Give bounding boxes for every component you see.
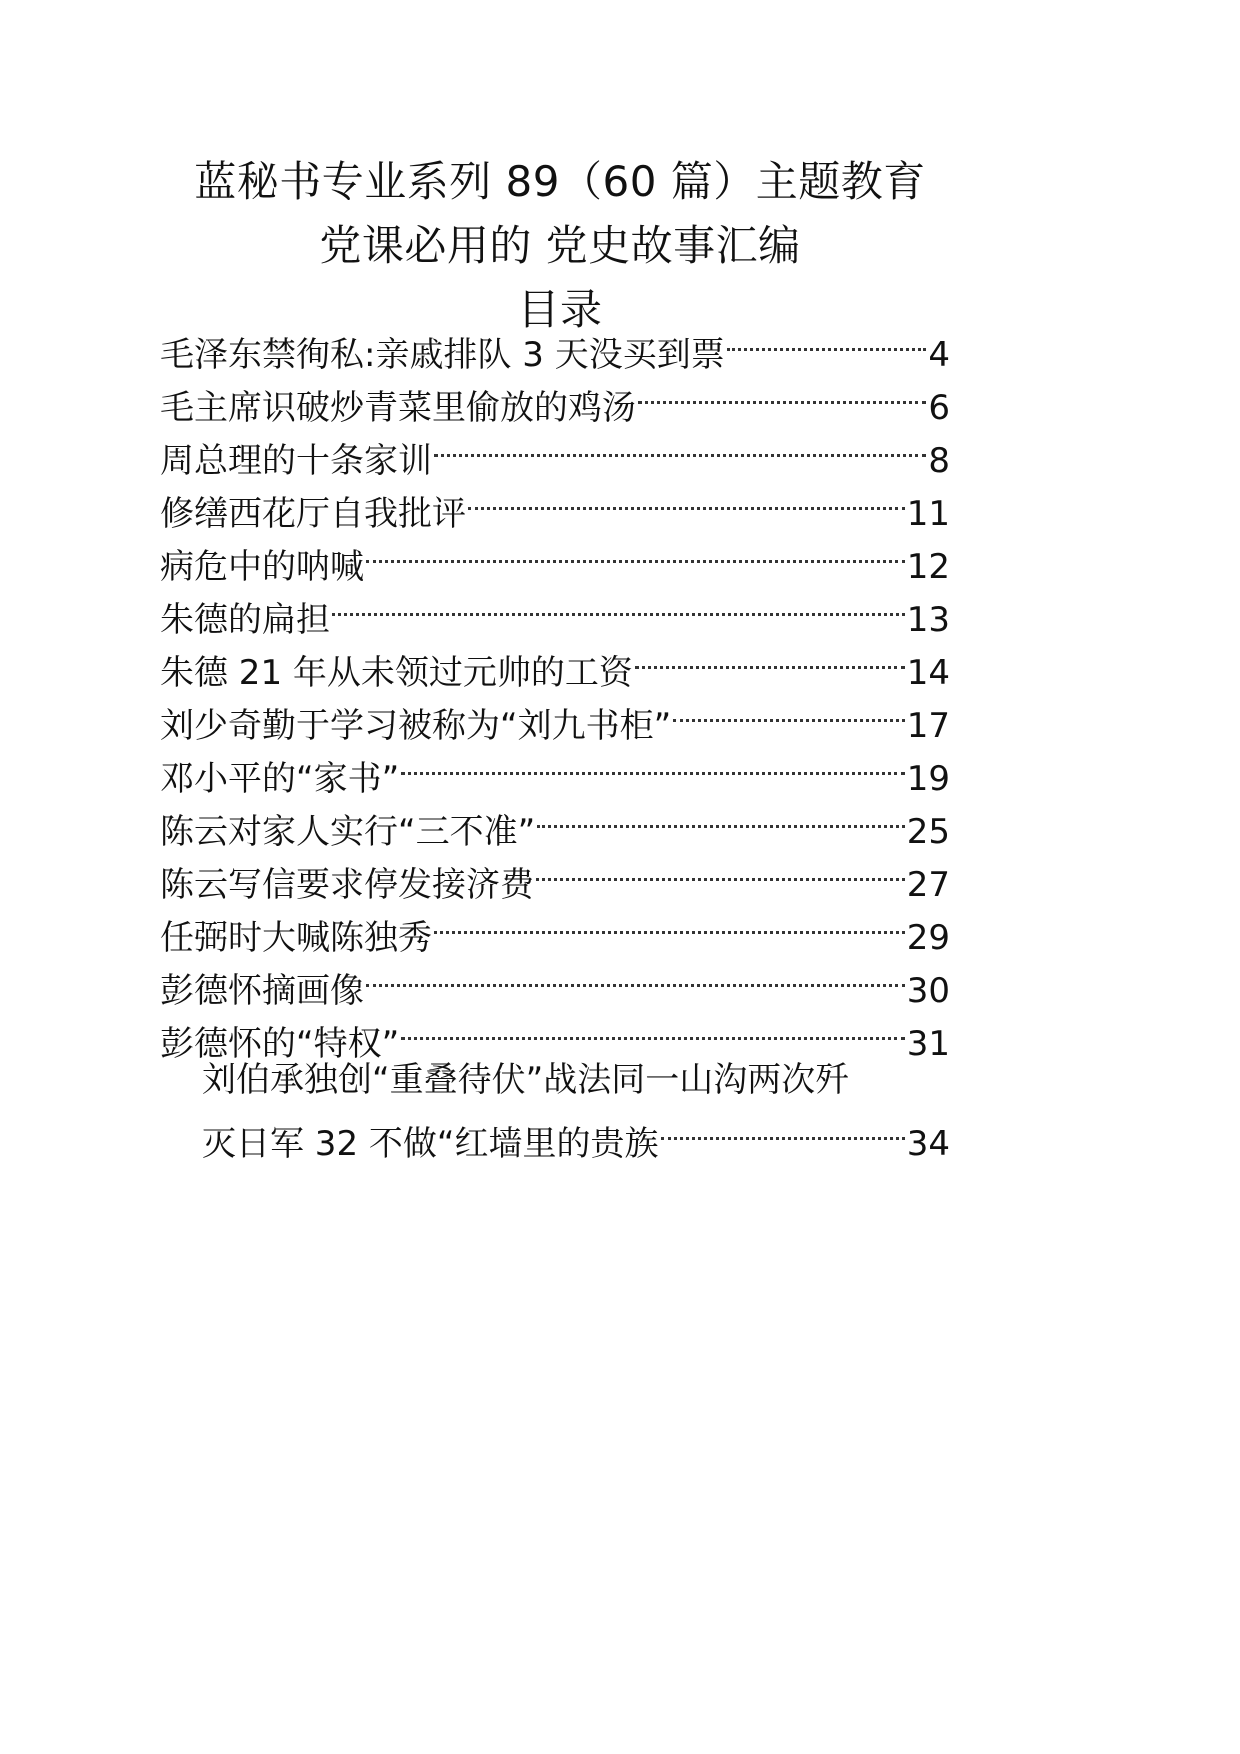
toc-entry-title-line2: 灭日军 32 不做“红墙里的贵族 — [202, 1124, 659, 1164]
toc-entry-page: 27 — [906, 865, 950, 905]
toc-entry-page: 8 — [928, 441, 950, 481]
toc-entry-page: 11 — [906, 494, 950, 534]
toc-dot-leader — [661, 1105, 905, 1155]
toc-dot-leader — [673, 684, 905, 737]
toc-entry-page: 30 — [906, 971, 950, 1011]
toc-entry-title: 病危中的呐喊 — [160, 547, 364, 587]
toc-entry-title: 修缮西花厅自我批评 — [160, 494, 466, 534]
toc-entry-title: 刘少奇勤于学习被称为“刘九书柜” — [160, 706, 672, 746]
toc-entry-page: 34 — [906, 1124, 950, 1164]
toc-entry-title-line1: 刘伯承独创“重叠待伏”战法同一山沟两次歼 — [202, 1060, 850, 1100]
toc-entry-page: 25 — [906, 812, 950, 852]
table-of-contents — [160, 313, 950, 1169]
toc-entry-title: 彭德怀摘画像 — [160, 971, 364, 1011]
toc-entry-page: 29 — [906, 918, 950, 958]
toc-dot-leader — [401, 737, 905, 790]
toc-entry — [160, 313, 950, 375]
toc-dot-leader — [366, 949, 905, 1002]
toc-entry-page: 4 — [928, 335, 950, 375]
toc-entry-title: 彭德怀的“特权” — [160, 1024, 400, 1064]
toc-entry-page: 19 — [906, 759, 950, 799]
toc-dot-leader — [434, 419, 926, 472]
toc-dot-leader — [635, 631, 905, 684]
toc-entry-title: 陈云写信要求停发接济费 — [160, 865, 534, 905]
toc-entry-page: 13 — [906, 600, 950, 640]
title-line-2: 党课必用的 党史故事汇编 — [319, 221, 801, 270]
toc-entry-title: 毛泽东禁徇私:亲戚排队 3 天没买到票 — [160, 335, 725, 375]
toc-dot-leader — [332, 578, 905, 631]
toc-entry-page: 12 — [906, 547, 950, 587]
toc-entry-title: 任弼时大喊陈独秀 — [160, 918, 432, 958]
toc-dot-leader — [468, 472, 905, 525]
toc-dot-leader — [537, 790, 905, 843]
toc-dot-leader — [401, 1002, 905, 1055]
toc-entry-page: 14 — [906, 653, 950, 693]
toc-entry-title: 邓小平的“家书” — [160, 759, 400, 799]
toc-entry-title: 陈云对家人实行“三不准” — [160, 812, 536, 852]
toc-entry-page: 6 — [928, 388, 950, 428]
toc-entry-title: 周总理的十条家训 — [160, 441, 432, 481]
toc-entry-multiline — [160, 1055, 950, 1169]
toc-dot-leader — [638, 366, 926, 419]
toc-entry-title: 朱德的扁担 — [160, 600, 330, 640]
toc-dot-leader — [366, 525, 905, 578]
toc-entry-page: 31 — [906, 1024, 950, 1064]
toc-dot-leader — [434, 896, 905, 949]
toc-entry-title: 毛主席识破炒青菜里偷放的鸡汤 — [160, 388, 636, 428]
title-line-1: 蓝秘书专业系列 89（60 篇）主题教育 — [194, 157, 926, 206]
toc-heading: 目录 — [517, 285, 603, 334]
toc-dot-leader — [727, 313, 927, 366]
toc-dot-leader — [536, 843, 905, 896]
toc-entry-line2 — [202, 1105, 950, 1169]
toc-entry-page: 17 — [906, 706, 950, 746]
toc-entry-title: 朱德 21 年从未领过元帅的工资 — [160, 653, 633, 693]
